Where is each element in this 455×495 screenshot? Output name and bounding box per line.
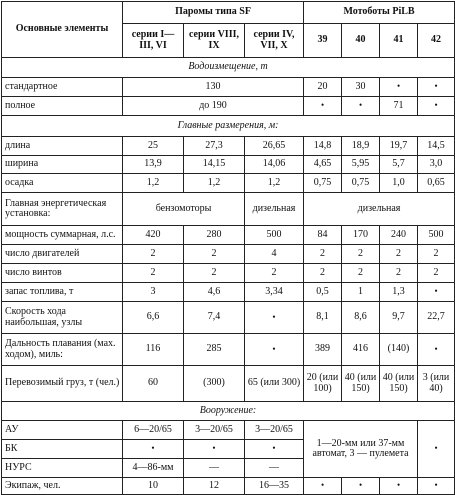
header-pilb-40: 40	[342, 24, 380, 58]
row-label-draft: осадка	[2, 174, 123, 193]
cell-powerplant-diesel-pilb: дизельная	[304, 193, 455, 226]
cell-bk-c1: •	[123, 440, 184, 459]
cell-standard-sf: 130	[123, 78, 304, 97]
table-row-power	[2, 226, 455, 245]
cell-range-42: •	[418, 334, 455, 366]
header-group-sf: Паромы типа SF	[123, 2, 304, 24]
cell-cargo-39: 20 (или 100)	[304, 366, 342, 402]
cell-speed-39: 8,1	[304, 302, 342, 334]
section-title-displacement: Водоизмещение, т	[2, 58, 455, 78]
cell-length-41: 19,7	[380, 137, 418, 156]
cell-engines-42: 2	[418, 245, 455, 264]
cell-engines-c3: 4	[245, 245, 304, 264]
cell-full-39: •	[304, 97, 342, 116]
cell-standard-42: •	[418, 78, 455, 97]
cell-length-c3: 26,65	[245, 137, 304, 156]
row-label-cargo: Перевозимый груз, т (чел.)	[2, 366, 123, 402]
row-label-length: длина	[2, 137, 123, 156]
cell-power-40: 170	[342, 226, 380, 245]
table-row-screws	[2, 264, 455, 283]
table-row-engines	[2, 245, 455, 264]
cell-crew-c2: 12	[184, 478, 245, 495]
header-group-pilb: Мотоботы PiLB	[304, 2, 455, 24]
section-row-displacement	[2, 58, 455, 78]
spec-table-container	[1, 1, 454, 491]
cell-power-39: 84	[304, 226, 342, 245]
table-row-fuel	[2, 283, 455, 302]
cell-speed-42: 22,7	[418, 302, 455, 334]
cell-standard-40: 30	[342, 78, 380, 97]
row-label-nurs: НУРС	[2, 459, 123, 478]
cell-draft-c2: 1,2	[184, 174, 245, 193]
cell-cargo-41: 40 (или 150)	[380, 366, 418, 402]
table-row-standard	[2, 78, 455, 97]
cell-armament-42: •	[418, 421, 455, 478]
cell-width-42: 3,0	[418, 156, 455, 174]
section-row-dimensions	[2, 116, 455, 137]
cell-length-39: 14,8	[304, 137, 342, 156]
cell-range-40: 416	[342, 334, 380, 366]
cell-speed-c3: •	[245, 302, 304, 334]
cell-full-42: •	[418, 97, 455, 116]
cell-length-42: 14,5	[418, 137, 455, 156]
cell-bk-c3: •	[245, 440, 304, 459]
cell-screws-c3: 2	[245, 264, 304, 283]
cell-width-c2: 14,15	[184, 156, 245, 174]
cell-range-c1: 116	[123, 334, 184, 366]
cell-power-41: 240	[380, 226, 418, 245]
cell-full-41: 71	[380, 97, 418, 116]
cell-power-c3: 500	[245, 226, 304, 245]
cell-cargo-c1: 60	[123, 366, 184, 402]
cell-speed-c1: 6,6	[123, 302, 184, 334]
cell-speed-41: 9,7	[380, 302, 418, 334]
table-row-cargo	[2, 366, 455, 402]
header-sf-series-2: серии VIII, IX	[184, 24, 245, 58]
cell-width-40: 5,95	[342, 156, 380, 174]
row-label-width: ширина	[2, 156, 123, 174]
header-sf-series-3: серии IV, VII, X	[245, 24, 304, 58]
cell-draft-41: 1,0	[380, 174, 418, 193]
cell-engines-39: 2	[304, 245, 342, 264]
cell-au-c1: 6—20/65	[123, 421, 184, 440]
cell-fuel-42: •	[418, 283, 455, 302]
table-row-length	[2, 137, 455, 156]
cell-crew-c1: 10	[123, 478, 184, 495]
cell-armament-pilb-merged: 1—20-мм или 37-мм автомат, 3 — пулемета	[304, 421, 418, 478]
cell-fuel-39: 0,5	[304, 283, 342, 302]
cell-crew-40: •	[342, 478, 380, 495]
table-row-speed	[2, 302, 455, 334]
cell-width-41: 5,7	[380, 156, 418, 174]
cell-engines-41: 2	[380, 245, 418, 264]
section-row-armament	[2, 402, 455, 421]
cell-fuel-41: 1,3	[380, 283, 418, 302]
row-label-standard: стандартное	[2, 78, 123, 97]
row-label-power: мощность суммарная, л.с.	[2, 226, 123, 245]
cell-cargo-42: 3 (или 40)	[418, 366, 455, 402]
cell-cargo-c3: 65 (или 300)	[245, 366, 304, 402]
row-label-screws: число винтов	[2, 264, 123, 283]
cell-screws-40: 2	[342, 264, 380, 283]
cell-au-c2: 3—20/65	[184, 421, 245, 440]
cell-au-c3: 3—20/65	[245, 421, 304, 440]
cell-fuel-c3: 3,34	[245, 283, 304, 302]
cell-draft-39: 0,75	[304, 174, 342, 193]
header-sf-series-1: серии I—III, VI	[123, 24, 184, 58]
section-title-armament: Вооружение:	[2, 402, 455, 421]
cell-speed-c2: 7,4	[184, 302, 245, 334]
table-row-powerplant	[2, 193, 455, 226]
row-label-range: Дальность плавания (мах. ходом), миль:	[2, 334, 123, 366]
cell-nurs-c2: —	[184, 459, 245, 478]
cell-power-c1: 420	[123, 226, 184, 245]
cell-screws-c2: 2	[184, 264, 245, 283]
row-label-au: АУ	[2, 421, 123, 440]
cell-draft-40: 0,75	[342, 174, 380, 193]
cell-fuel-40: 1	[342, 283, 380, 302]
cell-fuel-c1: 3	[123, 283, 184, 302]
specifications-table	[1, 1, 455, 495]
cell-crew-41: •	[380, 478, 418, 495]
table-row-crew	[2, 478, 455, 495]
cell-width-c1: 13,9	[123, 156, 184, 174]
cell-standard-41: •	[380, 78, 418, 97]
cell-full-40: •	[342, 97, 380, 116]
cell-width-c3: 14,06	[245, 156, 304, 174]
header-pilb-42: 42	[418, 24, 455, 58]
cell-range-39: 389	[304, 334, 342, 366]
header-main-elements: Основные элементы	[2, 2, 123, 58]
cell-width-39: 4,65	[304, 156, 342, 174]
table-row-full	[2, 97, 455, 116]
cell-powerplant-diesel-sf: дизельная	[245, 193, 304, 226]
cell-standard-39: 20	[304, 78, 342, 97]
cell-speed-40: 8,6	[342, 302, 380, 334]
row-label-bk: БК	[2, 440, 123, 459]
cell-range-41: (140)	[380, 334, 418, 366]
cell-power-c2: 280	[184, 226, 245, 245]
cell-powerplant-petrol: бензомоторы	[123, 193, 245, 226]
row-label-speed: Скорость хода наибольшая, узлы	[2, 302, 123, 334]
cell-power-42: 500	[418, 226, 455, 245]
table-row-range	[2, 334, 455, 366]
cell-length-c2: 27,3	[184, 137, 245, 156]
cell-engines-c1: 2	[123, 245, 184, 264]
table-row-draft	[2, 174, 455, 193]
cell-fuel-c2: 4,6	[184, 283, 245, 302]
cell-length-c1: 25	[123, 137, 184, 156]
row-label-powerplant: Главная энергетическая установка:	[2, 193, 123, 226]
cell-crew-42: •	[418, 478, 455, 495]
header-pilb-39: 39	[304, 24, 342, 58]
cell-range-c3: •	[245, 334, 304, 366]
cell-cargo-40: 40 (или 150)	[342, 366, 380, 402]
cell-nurs-c3: —	[245, 459, 304, 478]
section-title-dimensions: Главные размерения, м:	[2, 116, 455, 137]
table-row-width	[2, 156, 455, 174]
cell-screws-41: 2	[380, 264, 418, 283]
row-label-engines: число двигателей	[2, 245, 123, 264]
cell-crew-c3: 16—35	[245, 478, 304, 495]
cell-cargo-c2: (300)	[184, 366, 245, 402]
table-row-au	[2, 421, 455, 440]
cell-full-sf: до 190	[123, 97, 304, 116]
cell-length-40: 18,9	[342, 137, 380, 156]
cell-nurs-c1: 4—86-мм	[123, 459, 184, 478]
row-label-fuel: запас топлива, т	[2, 283, 123, 302]
cell-draft-c3: 1,2	[245, 174, 304, 193]
cell-bk-c2: •	[184, 440, 245, 459]
header-row-groups	[2, 2, 455, 24]
row-label-full: полное	[2, 97, 123, 116]
cell-crew-39: •	[304, 478, 342, 495]
cell-draft-c1: 1,2	[123, 174, 184, 193]
cell-engines-40: 2	[342, 245, 380, 264]
cell-engines-c2: 2	[184, 245, 245, 264]
cell-screws-42: 2	[418, 264, 455, 283]
row-label-crew: Экипаж, чел.	[2, 478, 123, 495]
header-pilb-41: 41	[380, 24, 418, 58]
cell-range-c2: 285	[184, 334, 245, 366]
cell-screws-c1: 2	[123, 264, 184, 283]
cell-draft-42: 0,65	[418, 174, 455, 193]
cell-screws-39: 2	[304, 264, 342, 283]
